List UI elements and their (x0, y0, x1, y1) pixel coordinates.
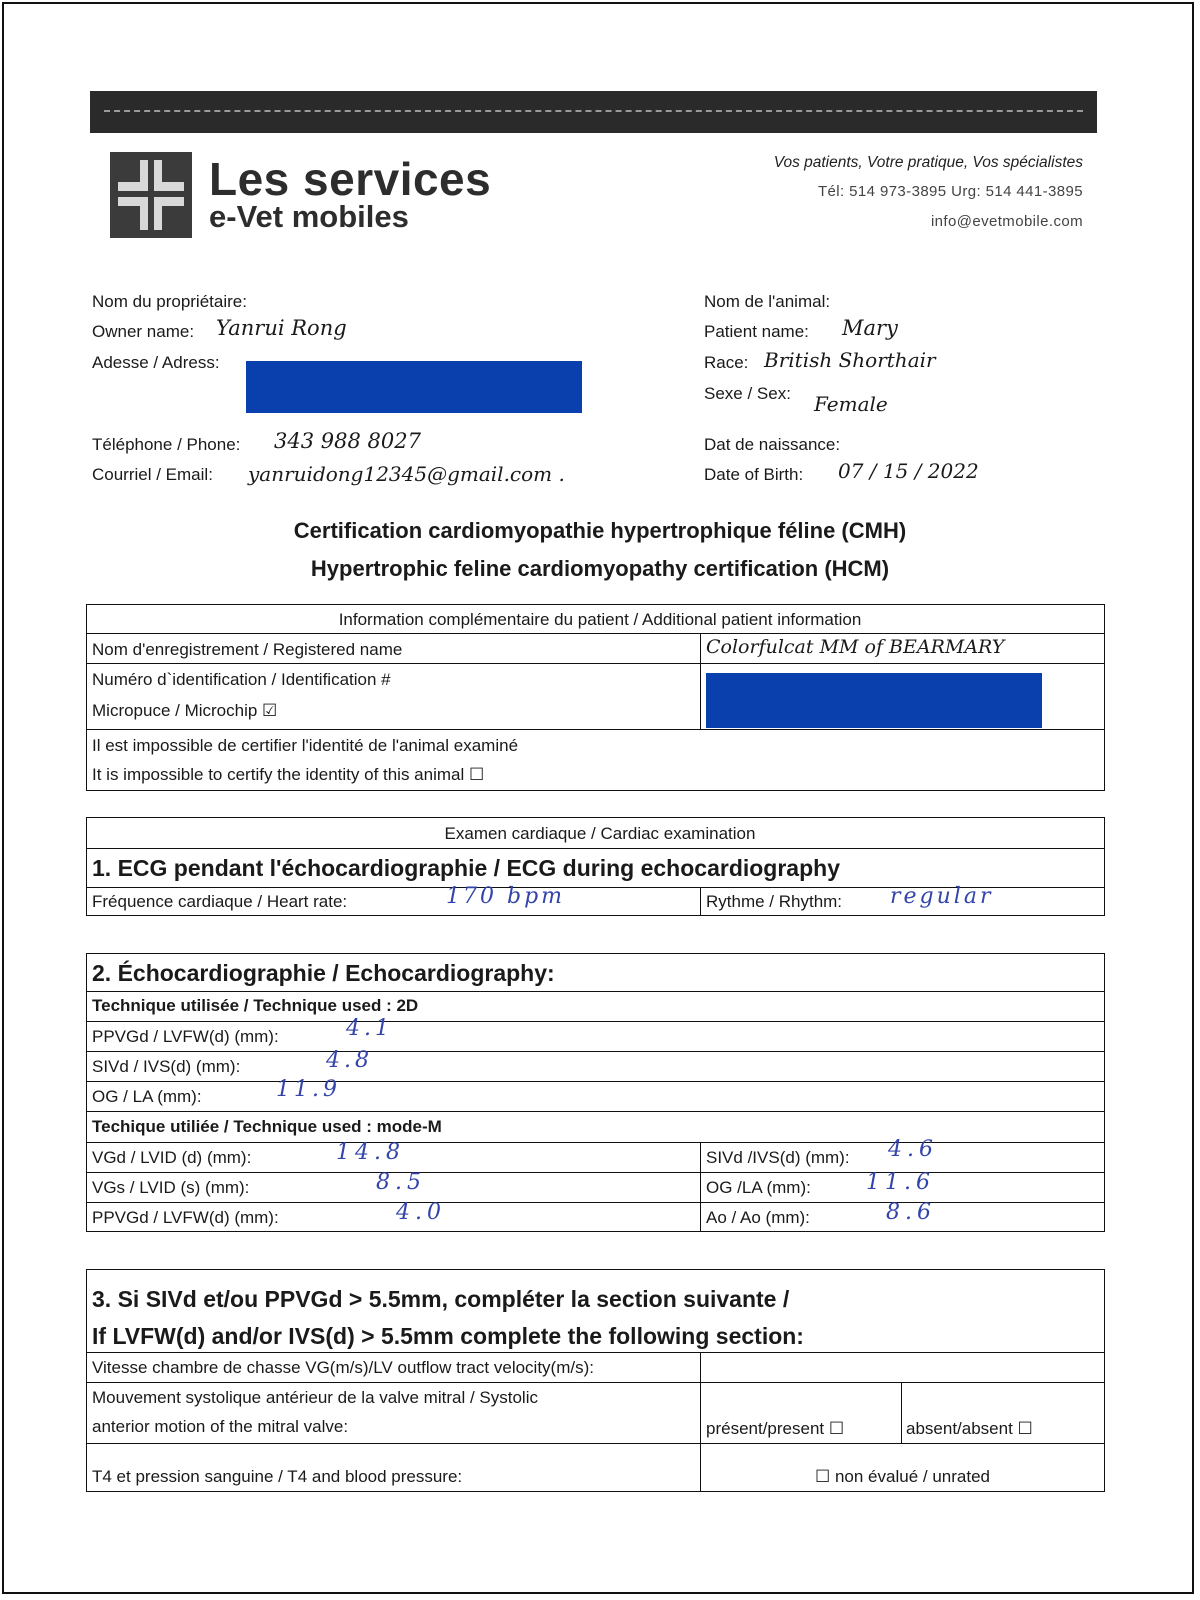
echo-m-row-value2: 4.6 (888, 1137, 938, 1162)
contact-phones: Tél: 514 973-3895 Urg: 514 441-3895 (817, 183, 1083, 200)
section3-title-fr: 3. Si SIVd et/ou PPVGd > 5.5mm, compléter la section suivante / (92, 1286, 790, 1312)
owner-name-value: Yanrui Rong (216, 316, 347, 340)
cardiac-exam-header: Examen cardiaque / Cardiac examination (444, 824, 756, 843)
rhythm-value: regular (890, 884, 994, 909)
technique-2d-label: Technique utilisée / Technique used : 2D (92, 996, 419, 1015)
race-label: Race: (704, 353, 749, 372)
echo-m-row-label2: SIVd /IVS(d) (mm): (706, 1148, 850, 1167)
echo-m-row-value2: 8.6 (886, 1200, 936, 1225)
cross-logo-icon (110, 152, 192, 238)
echo-section-title: 2. Échocardiographie / Echocardiography: (92, 960, 555, 986)
heart-rate-value: 170 bpm (446, 884, 566, 909)
echo-2d-row-label: OG / LA (mm): (92, 1087, 202, 1106)
sam-label-line1: Mouvement systolique antérieur de la valve mitral / Systolic (92, 1388, 538, 1407)
sex-value: Female (814, 392, 888, 416)
registered-name-label: Nom d'enregistrement / Registered name (92, 640, 403, 659)
address-redaction (246, 361, 582, 413)
outflow-velocity-label: Vitesse chambre de chasse VG(m/s)/LV outflow tract velocity(m/s): (92, 1358, 594, 1377)
ecg-section-title: 1. ECG pendant l'échocardiographie / ECG during echocardiography (92, 855, 840, 881)
echo-m-row-value2: 11.6 (866, 1170, 935, 1195)
microchip-label: Micropuce / Microchip ☑ (92, 701, 278, 720)
sex-label: Sexe / Sex: (704, 384, 791, 403)
dob-label-fr: Dat de naissance: (704, 435, 841, 454)
echo-m-row-label: PPVGd / LVFW(d) (mm): (92, 1208, 279, 1227)
t4-bp-label: T4 et pression sanguine / T4 and blood pressure: (92, 1467, 463, 1486)
identity-impossible-fr: Il est impossible de certifier l'identité de l'animal examiné (92, 736, 519, 755)
phone-label: Téléphone / Phone: (92, 435, 241, 454)
echo-2d-row-label: SIVd / IVS(d) (mm): (92, 1057, 241, 1076)
echo-m-row-label: VGs / LVID (s) (mm): (92, 1178, 250, 1197)
technique-m-label: Techique utiliée / Technique used : mode-M (92, 1117, 442, 1136)
brand-name: Les services (209, 153, 492, 205)
echo-m-row-label: VGd / LVID (d) (mm): (92, 1148, 252, 1167)
sam-present-checkbox[interactable]: présent/present ☐ (706, 1419, 845, 1438)
header-band (90, 91, 1097, 133)
identification-label: Numéro d`identification / Identification # (92, 670, 391, 689)
echo-m-row-label2: Ao / Ao (mm): (706, 1208, 810, 1227)
brand-subname: e-Vet mobiles (209, 199, 409, 234)
echo-m-row-value: 8.5 (376, 1170, 426, 1195)
tagline: Vos patients, Votre pratique, Vos spécialistes (773, 154, 1083, 171)
title-fr: Certification cardiomyopathie hypertrophique féline (CMH) (293, 518, 907, 543)
heart-rate-label: Fréquence cardiaque / Heart rate: (92, 892, 348, 911)
echo-2d-row-value: 4.8 (326, 1048, 373, 1073)
email-label: Courriel / Email: (92, 465, 213, 484)
patient-info-header: Information complémentaire du patient / Additional patient information (338, 610, 862, 629)
echo-2d-row-value: 11.9 (276, 1077, 341, 1102)
section3-title-en: If LVFW(d) and/or IVS(d) > 5.5mm complete the following section: (92, 1323, 804, 1349)
address-label: Adesse / Adress: (92, 353, 220, 372)
contact-email: info@evetmobile.com (930, 213, 1083, 230)
phone-value: 343 988 8027 (274, 429, 421, 453)
echo-m-row-value: 14.8 (336, 1140, 405, 1165)
dob-label-en: Date of Birth: (704, 465, 804, 484)
identity-impossible-en: It is impossible to certify the identity of this animal ☐ (92, 765, 485, 784)
rhythm-label: Rythme / Rhythm: (706, 892, 843, 911)
patient-name-value: Mary (842, 316, 898, 340)
echo-2d-row-value: 4.1 (346, 1016, 393, 1041)
unrated-checkbox[interactable]: ☐ non évalué / unrated (815, 1467, 990, 1486)
title-en: Hypertrophic feline cardiomyopathy certification (HCM) (310, 556, 890, 581)
sam-label-line2: anterior motion of the mitral valve: (92, 1417, 349, 1436)
sam-absent-checkbox[interactable]: absent/absent ☐ (906, 1419, 1033, 1438)
owner-label-fr: Nom du propriétaire: (92, 292, 247, 311)
email-value: yanruidong12345@gmail.com . (248, 462, 565, 486)
identification-redaction (706, 673, 1042, 728)
registered-name-value: Colorfulcat MM of BEARMARY (706, 636, 1005, 658)
patient-name-label: Patient name: (704, 322, 809, 341)
dob-value: 07 / 15 / 2022 (838, 459, 979, 483)
animal-label-fr: Nom de l'animal: (704, 292, 831, 311)
echo-m-row-label2: OG /LA (mm): (706, 1178, 811, 1197)
echo-2d-row-label: PPVGd / LVFW(d) (mm): (92, 1027, 279, 1046)
owner-label-en: Owner name: (92, 322, 195, 341)
race-value: British Shorthair (764, 348, 936, 372)
echo-m-row-value: 4.0 (396, 1200, 446, 1225)
